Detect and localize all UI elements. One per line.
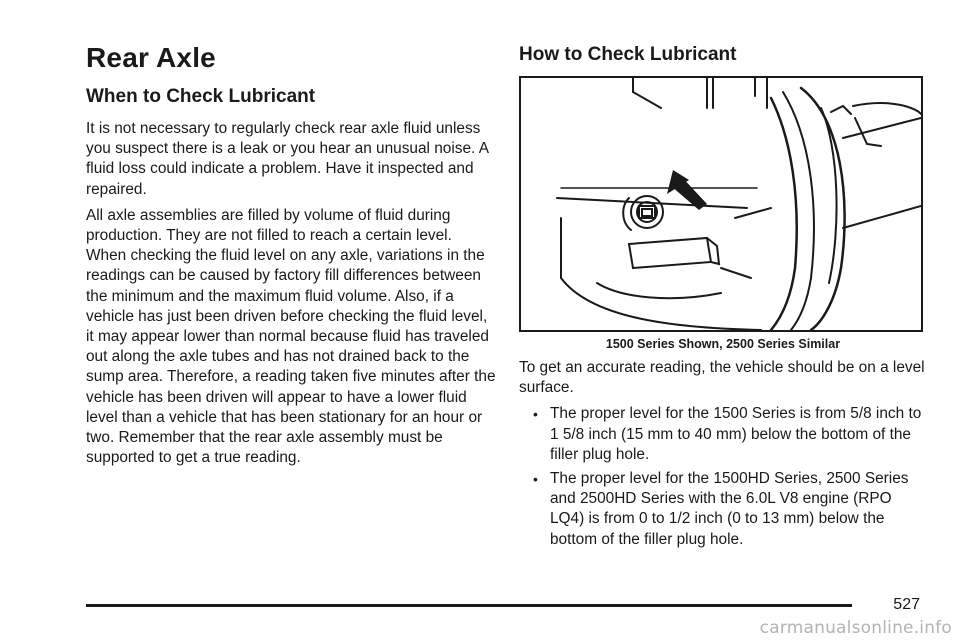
section-heading-how: How to Check Lubricant	[519, 44, 737, 65]
axle-illustration	[519, 76, 923, 332]
page-number: 527	[893, 596, 920, 613]
list-item-text: The proper level for the 1500 Series is from 5/8 inch to 1 5/8 inch (15 mm to 40 mm) below the bottom of the filler plug hole.	[550, 405, 922, 463]
level-bullet-list	[519, 404, 927, 549]
axle-drawing	[521, 78, 921, 330]
footer-divider	[86, 604, 852, 607]
figure-caption: 1500 Series Shown, 2500 Series Similar	[605, 337, 841, 351]
paragraph-2: All axle assemblies are filled by volume of fluid during production. They are not filled to reach a certain level. When checking the fluid level on any axle, variations in the readings can be caused by factory fill differences between the minimum and the maximum fluid volume. Also, if a vehicle has just been driven before checking the fluid level, it may appear lower than normal because fluid has traveled out along the axle tubes and has not drained back to the sump area. Therefore, a reading taken five minutes after the vehicle has been driven will appear to have a lower fluid level than a vehicle that has been stationary for an hour or two. Remember that the rear axle assembly must be supported to get a true reading.	[86, 206, 496, 467]
intro-paragraph: To get an accurate reading, the vehicle should be on a level surface.	[519, 359, 925, 397]
watermark: carmanualsonline.info	[759, 618, 952, 638]
list-item-text: The proper level for the 1500HD Series, 2500 Series and 2500HD Series with the 6.0L V8 engine (RPO LQ4) is from 0 to 1/2 inch (0 to 13 mm) below the bottom of the filler plug hole.	[550, 470, 909, 548]
page-title: Rear Axle	[86, 42, 216, 73]
bullet-icon: •	[533, 471, 538, 488]
list-item	[519, 469, 927, 550]
left-column	[86, 42, 496, 474]
bullet-icon: •	[533, 406, 538, 423]
list-item	[519, 404, 927, 465]
right-column	[519, 44, 927, 554]
section-heading-when: When to Check Lubricant	[86, 86, 316, 107]
paragraph-1: It is not necessary to regularly check rear axle fluid unless you suspect there is a leak or you hear an unusual noise. A fluid loss could indicate a problem. Have it inspected and repaired.	[86, 120, 489, 198]
